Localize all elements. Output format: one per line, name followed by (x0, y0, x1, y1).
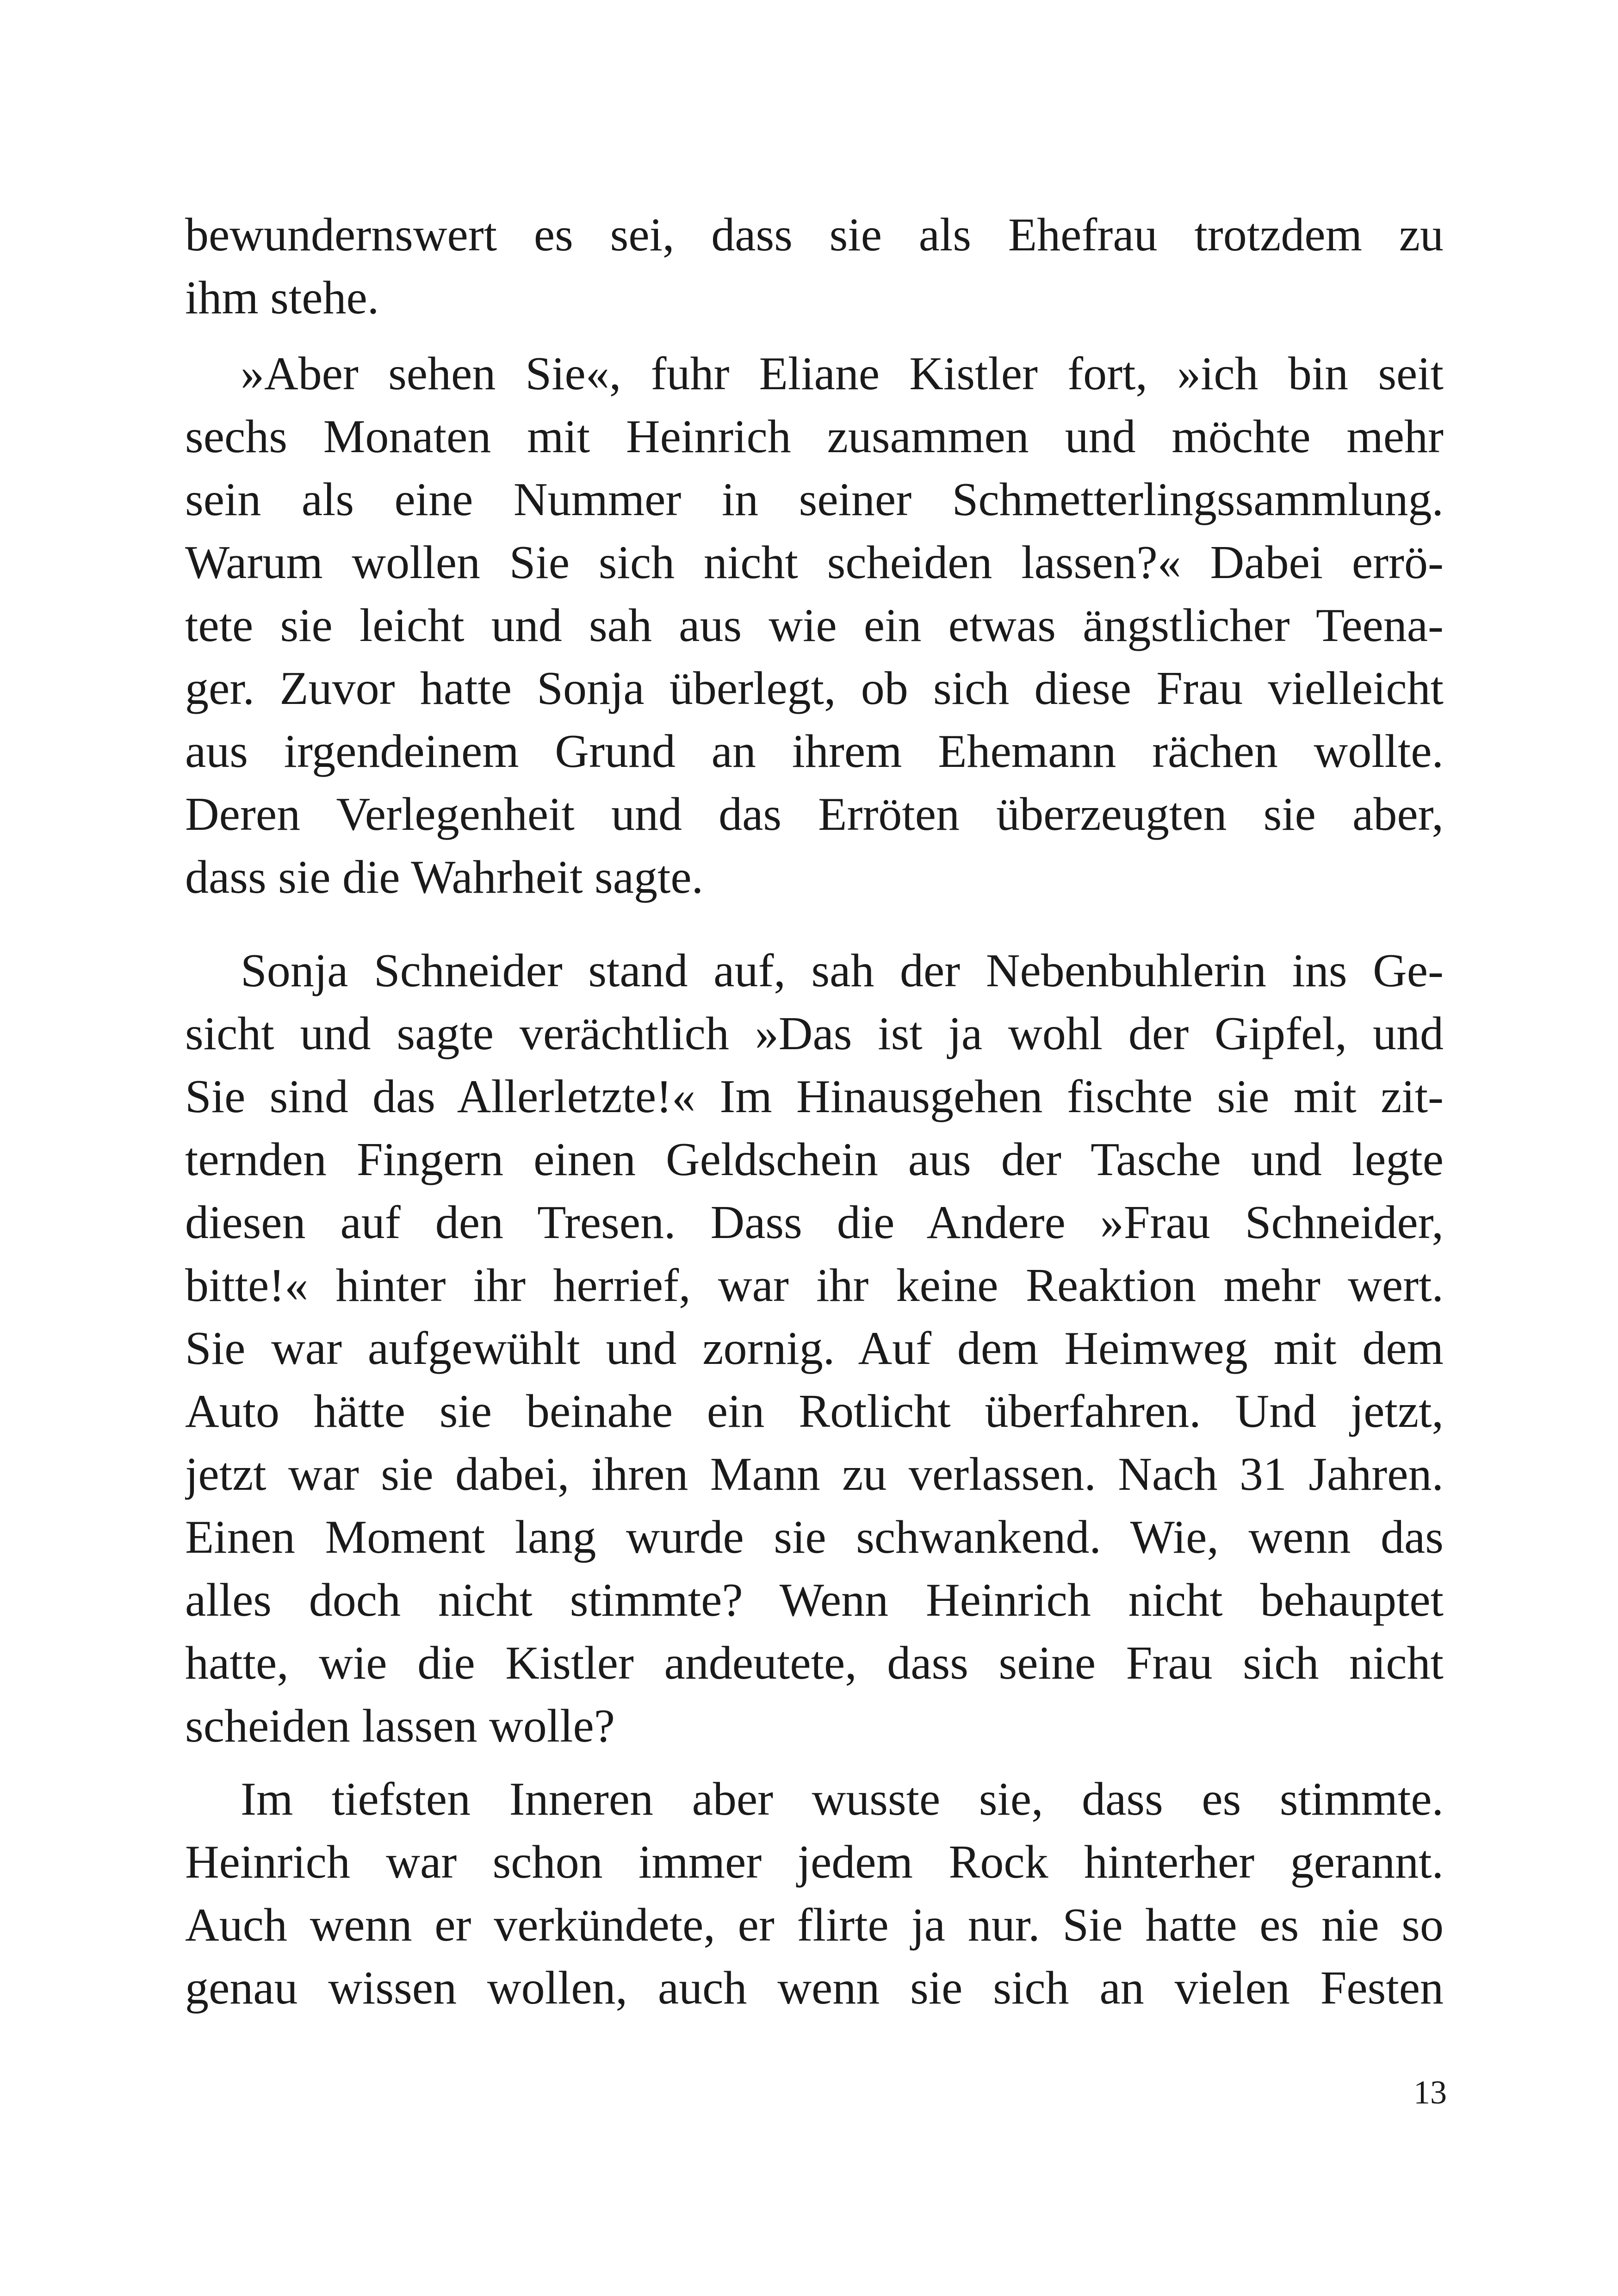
paragraph-3 (185, 940, 1444, 1758)
text-line: ternden Fingern einen Geldschein aus der Tasche und legte (185, 1133, 1444, 1186)
text-line: Auch wenn er verkündete, er flirte ja nur. Sie hatte es nie so (185, 1899, 1444, 1951)
text-line: Sonja Schneider stand auf, sah der Nebenbuhlerin ins Ge- (241, 945, 1444, 997)
text-line: sechs Monaten mit Heinrich zusammen und möchte mehr (185, 411, 1444, 463)
paragraph-2 (185, 342, 1444, 909)
text-line: sein als eine Nummer in seiner Schmetterlingssammlung. (185, 473, 1444, 526)
text-line: scheiden lassen wolle? (185, 1700, 615, 1752)
text-line: Einen Moment lang wurde sie schwankend. Wie, wenn das (185, 1511, 1444, 1563)
text-line: diesen auf den Tresen. Dass die Andere »Frau Schneider, (185, 1196, 1444, 1249)
text-line: dass sie die Wahrheit sagte. (185, 851, 704, 903)
text-line: Deren Verlegenheit und das Erröten überzeugten sie aber, (185, 788, 1444, 840)
text-line: aus irgendeinem Grund an ihrem Ehemann rächen wollte. (185, 725, 1444, 778)
text-line: genau wissen wollen, auch wenn sie sich an vielen Festen (185, 1962, 1444, 2014)
text-line: Heinrich war schon immer jedem Rock hinterher gerannt. (185, 1836, 1444, 1888)
text-line: ihm stehe. (185, 272, 379, 324)
text-line: Sie war aufgewühlt und zornig. Auf dem Heimweg mit dem (185, 1322, 1444, 1375)
text-line: tete sie leicht und sah aus wie ein etwas ängstlicher Teena- (185, 599, 1444, 652)
page-number: 13 (1413, 2074, 1447, 2111)
text-line: Sie sind das Allerletzte!« Im Hinausgehen fischte sie mit zit- (185, 1070, 1444, 1123)
text-line: hatte, wie die Kistler andeutete, dass seine Frau sich nicht (185, 1637, 1444, 1689)
text-line: sicht und sagte verächtlich »Das ist ja wohl der Gipfel, und (185, 1008, 1444, 1060)
text-line: jetzt war sie dabei, ihren Mann zu verlassen. Nach 31 Jahren. (185, 1448, 1444, 1500)
paragraph-4 (185, 1768, 1444, 2020)
text-line: Auto hätte sie beinahe ein Rotlicht überfahren. Und jetzt, (185, 1385, 1444, 1437)
text-line: alles doch nicht stimmte? Wenn Heinrich nicht behauptet (185, 1574, 1444, 1626)
text-line: Warum wollen Sie sich nicht scheiden lassen?« Dabei errö- (185, 536, 1444, 589)
text-line: ger. Zuvor hatte Sonja überlegt, ob sich diese Frau vielleicht (185, 662, 1444, 715)
text-line: bewundernswert es sei, dass sie als Ehefrau trotzdem zu (185, 209, 1444, 261)
text-line: Im tiefsten Inneren aber wusste sie, dass es stimmte. (241, 1773, 1444, 1825)
text-line: »Aber sehen Sie«, fuhr Eliane Kistler fort, »ich bin seit (241, 348, 1444, 400)
paragraph-1 (185, 204, 1444, 330)
text-line: bitte!« hinter ihr herrief, war ihr keine Reaktion mehr wert. (185, 1259, 1444, 1312)
